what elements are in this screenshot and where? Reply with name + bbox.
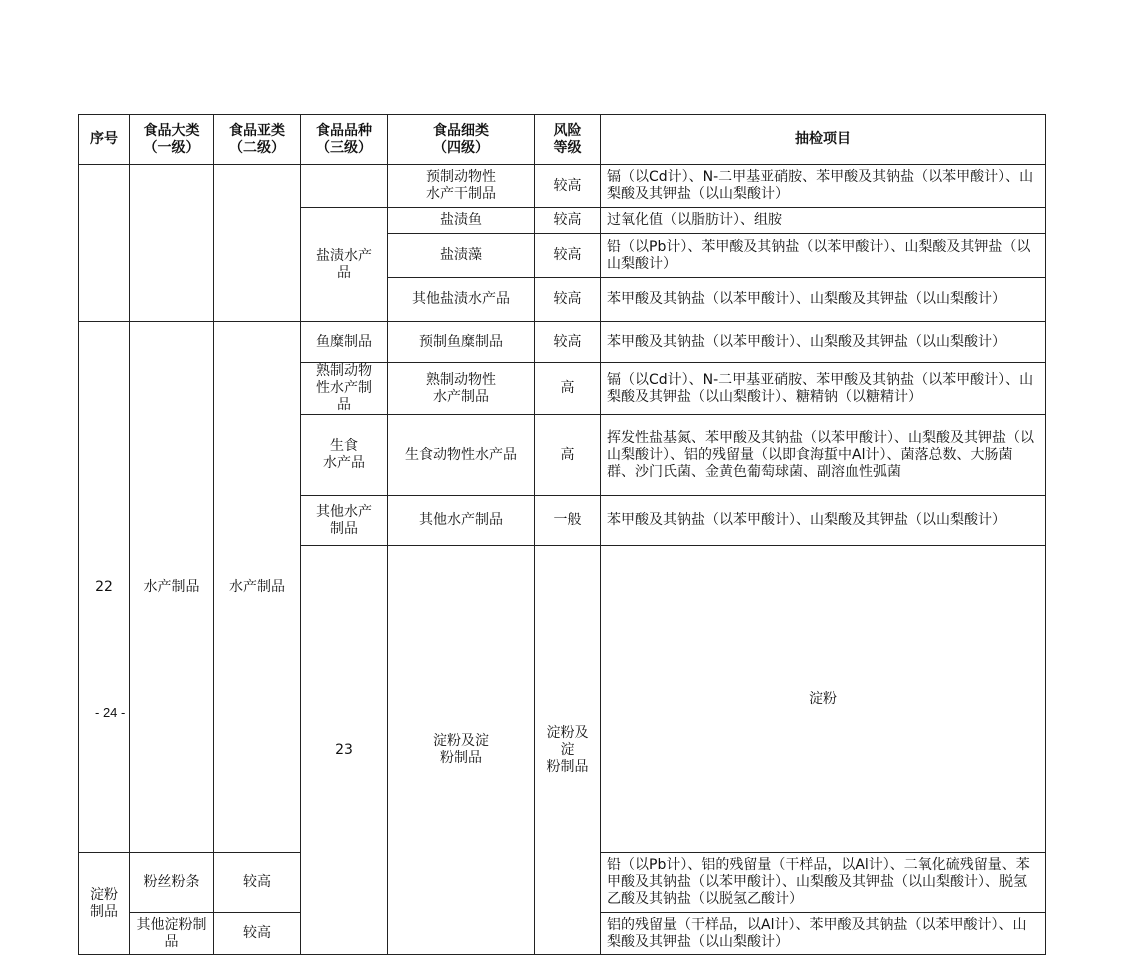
cat3-cell: 淀粉制品: [79, 853, 130, 955]
seq-cell: 23: [301, 546, 388, 955]
cat3-cell: 淀粉: [601, 546, 1046, 853]
table-row: [79, 322, 1046, 363]
seq-cell-empty: [79, 165, 130, 322]
items-cell: 镉（以Cd计）、N-二甲基亚硝胺、苯甲酸及其钠盐（以苯甲酸计）、山梨酸及其钾盐（以山梨酸计）、糖精钠（以糖精计）: [601, 363, 1046, 415]
risk-cell: 高: [535, 363, 601, 415]
items-cell: 苯甲酸及其钠盐（以苯甲酸计）、山梨酸及其钾盐（以山梨酸计）: [601, 496, 1046, 546]
risk-cell: 较高: [535, 234, 601, 278]
cat4-cell: 粉丝粉条: [130, 853, 214, 913]
items-cell: 挥发性盐基氮、苯甲酸及其钠盐（以苯甲酸计）、山梨酸及其钾盐（以山梨酸计）、铝的残留量（以即食海蜇中Al计）、菌落总数、大肠菌群、沙门氏菌、金黄色葡萄球菌、副溶血性弧菌: [601, 415, 1046, 496]
cat3-cell-empty: [301, 165, 388, 208]
items-cell: 铝的残留量（干样品，以Al计）、苯甲酸及其钠盐（以苯甲酸计）、山梨酸及其钾盐（以山梨酸计）: [601, 913, 1046, 955]
header-risk: 风险 等级: [535, 115, 601, 165]
cat4-cell: 盐渍藻: [388, 234, 535, 278]
items-cell: 过氧化值（以脂肪计）、组胺: [601, 208, 1046, 234]
cat3-cell: 鱼糜制品: [301, 322, 388, 363]
seq-cell: 22: [79, 322, 130, 853]
header-cat3: 食品品种 （三级）: [301, 115, 388, 165]
cat4-cell: 生食动物性水产品: [388, 415, 535, 496]
items-cell: 镉（以Cd计）、N-二甲基亚硝胺、苯甲酸及其钠盐（以苯甲酸计）、山梨酸及其钾盐（以山梨酸计）: [601, 165, 1046, 208]
items-cell: 铅（以Pb计）、铝的残留量（干样品，以Al计）、二氧化硫残留量、苯甲酸及其钠盐（以苯甲酸计）、山梨酸及其钾盐（以山梨酸计）、脱氢乙酸及其钠盐（以脱氢乙酸计）: [601, 853, 1046, 913]
cat2-cell: 水产制品: [214, 322, 301, 853]
cat3-cell: 熟制动物 性水产制 品: [301, 363, 388, 415]
cat3-cell: 生食 水产品: [301, 415, 388, 496]
cat4-cell: 熟制动物性 水产制品: [388, 363, 535, 415]
cat1-cell: 水产制品: [130, 322, 214, 853]
page-number: - 24 -: [95, 705, 126, 720]
cat1-cell: 淀粉及淀 粉制品: [388, 546, 535, 955]
cat4-cell: 其他淀粉制品: [130, 913, 214, 955]
risk-sampling-table: [78, 114, 1046, 955]
risk-cell: 高: [535, 415, 601, 496]
header-cat4: 食品细类 （四级）: [388, 115, 535, 165]
cat4-cell: 盐渍鱼: [388, 208, 535, 234]
cat4-cell: 其他盐渍水产品: [388, 278, 535, 322]
items-cell: 铅（以Pb计）、苯甲酸及其钠盐（以苯甲酸计）、山梨酸及其钾盐（以山梨酸计）: [601, 234, 1046, 278]
risk-cell: 较高: [535, 208, 601, 234]
header-items: 抽检项目: [601, 115, 1046, 165]
header-seq: 序号: [79, 115, 130, 165]
cat4-cell: 预制动物性 水产干制品: [388, 165, 535, 208]
risk-cell: 较高: [214, 853, 301, 913]
risk-cell: 较高: [535, 322, 601, 363]
items-cell: 苯甲酸及其钠盐（以苯甲酸计）、山梨酸及其钾盐（以山梨酸计）: [601, 322, 1046, 363]
risk-cell: 较高: [214, 913, 301, 955]
table-row: [79, 165, 1046, 208]
cat4-cell: 预制鱼糜制品: [388, 322, 535, 363]
cat2-cell-empty: [214, 165, 301, 322]
cat1-cell-empty: [130, 165, 214, 322]
items-cell: 苯甲酸及其钠盐（以苯甲酸计）、山梨酸及其钾盐（以山梨酸计）: [601, 278, 1046, 322]
header-row: [79, 115, 1046, 165]
cat2-cell: 淀粉及淀 粉制品: [535, 546, 601, 955]
risk-cell: 较高: [535, 165, 601, 208]
risk-cell: 较高: [535, 278, 601, 322]
cat3-cell: 盐渍水产 品: [301, 208, 388, 322]
cat4-cell: 其他水产制品: [388, 496, 535, 546]
header-cat1: 食品大类 （一级）: [130, 115, 214, 165]
cat3-cell: 其他水产 制品: [301, 496, 388, 546]
header-cat2: 食品亚类 （二级）: [214, 115, 301, 165]
risk-cell: 一般: [535, 496, 601, 546]
